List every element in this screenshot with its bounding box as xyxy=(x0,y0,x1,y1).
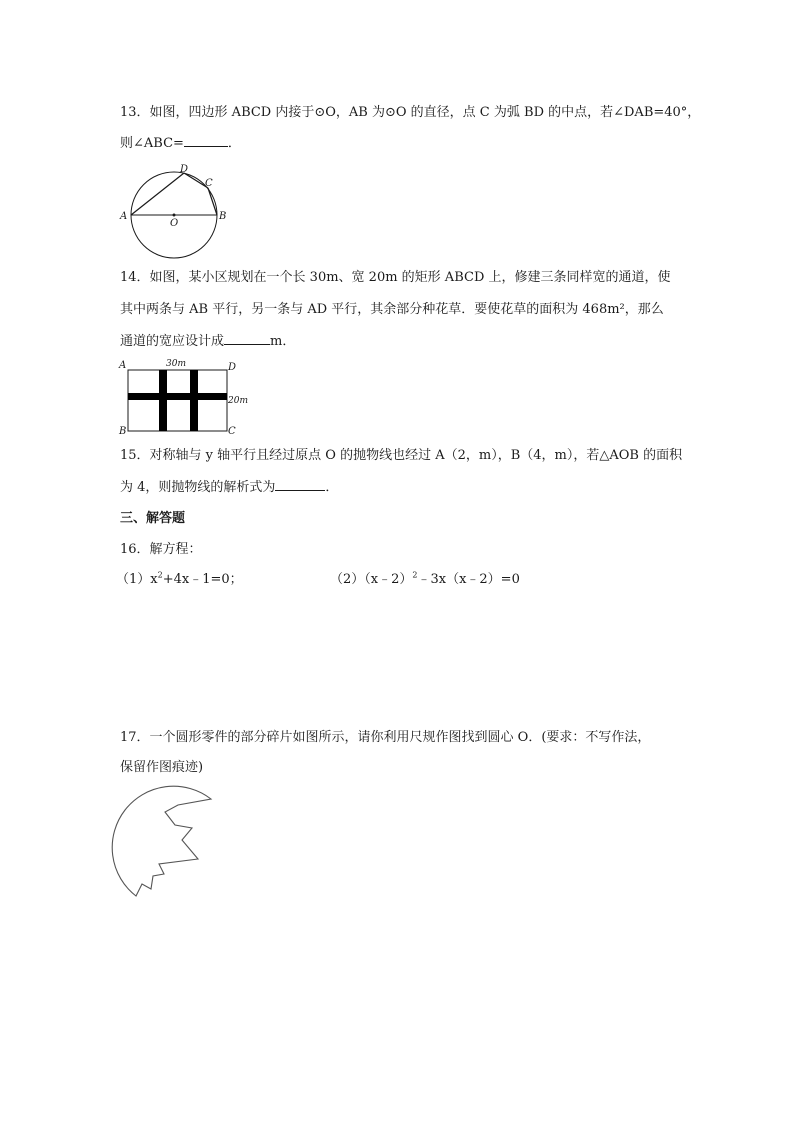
q14-line1 xyxy=(120,268,671,288)
q16-part1-b: +4x﹣1=0； xyxy=(162,572,243,587)
q16-part2 xyxy=(330,570,520,590)
q14-text-3-prefix: 通道的宽应设计成 xyxy=(120,334,225,349)
q14-text-1: 14．如图，某小区规划在一个长 30m、宽 20m 的矩形 ABCD 上，修建三条同样宽的通道，使 xyxy=(120,270,671,285)
q13-line2 xyxy=(120,134,241,154)
label-width: 20m xyxy=(228,396,248,406)
q15-text-1: 15．对称轴与 y 轴平行且经过原点 O 的抛物线也经过 A（2，m），B（4，m），若△AOB 的面积 xyxy=(120,448,683,463)
q17-circle-fragment-figure xyxy=(118,792,228,902)
q17-text-2: 保留作图痕迹) xyxy=(120,760,204,775)
path-vertical-1 xyxy=(159,370,167,431)
q17-text-1: 17．一个圆形零件的部分碎片如图所示，请你利用尺规作图找到圆心 O．(要求：不写作法， xyxy=(120,730,651,745)
q17-line2 xyxy=(120,758,203,778)
q15-text-2-suffix: ． xyxy=(325,480,339,495)
path-horizontal xyxy=(128,393,227,400)
path-vertical-2 xyxy=(190,370,198,431)
q13-circle-figure xyxy=(118,164,228,258)
label-a: A xyxy=(120,211,128,222)
q15-line1 xyxy=(120,446,682,466)
q14-answer-blank[interactable] xyxy=(224,332,270,345)
q16-title: 16．解方程： xyxy=(120,542,202,557)
label-d: D xyxy=(228,362,237,373)
q16-part2-sup: 2 xyxy=(412,570,418,580)
q14-line2 xyxy=(120,300,664,320)
q17-line1 xyxy=(120,728,650,748)
q13-text-1: 13．如图，四边形 ABCD 内接于⊙O，AB 为⊙O 的直径，点 C 为弧 BD 的中点，若∠DAB=40°， xyxy=(120,105,701,120)
q15-answer-blank[interactable] xyxy=(275,478,325,491)
center-point xyxy=(173,214,176,217)
chord-cb xyxy=(208,188,217,215)
section-heading: 三、解答题 xyxy=(120,511,186,526)
q15-text-2-prefix: 为 4，则抛物线的解析式为 xyxy=(120,480,276,495)
q16-part2-a: （2）（x﹣2） xyxy=(330,572,413,587)
q16-part1-a: （1）x xyxy=(116,572,158,587)
q14-text-3-suffix: m． xyxy=(270,334,296,349)
label-b: B xyxy=(119,426,127,437)
q16-part1-sup: 2 xyxy=(157,570,163,580)
q15-line2 xyxy=(120,478,338,498)
label-a: A xyxy=(119,360,127,371)
label-c: C xyxy=(228,426,236,437)
label-length: 30m xyxy=(166,359,186,369)
q16-part1 xyxy=(116,570,243,590)
label-b: B xyxy=(219,211,227,222)
rectangle-abcd xyxy=(128,370,227,431)
q13-text-2-prefix: 则∠ABC= xyxy=(120,136,184,151)
q16-part2-b: ﹣3x（x﹣2）=0 xyxy=(417,572,520,587)
q13-text-2-suffix: ． xyxy=(227,136,241,151)
label-c: C xyxy=(205,178,213,189)
circle-fragment xyxy=(112,786,211,896)
chord-ad xyxy=(131,173,184,215)
q14-line3 xyxy=(120,332,295,352)
q14-rectangle-figure xyxy=(118,358,248,438)
q13-answer-blank[interactable] xyxy=(184,134,228,147)
q14-text-2: 其中两条与 AB 平行，另一条与 AD 平行，其余部分种花草．要使花草的面积为 468m²，那么 xyxy=(120,302,664,317)
q13-line1 xyxy=(120,103,700,123)
label-o: O xyxy=(170,218,179,229)
label-d: D xyxy=(180,164,189,175)
